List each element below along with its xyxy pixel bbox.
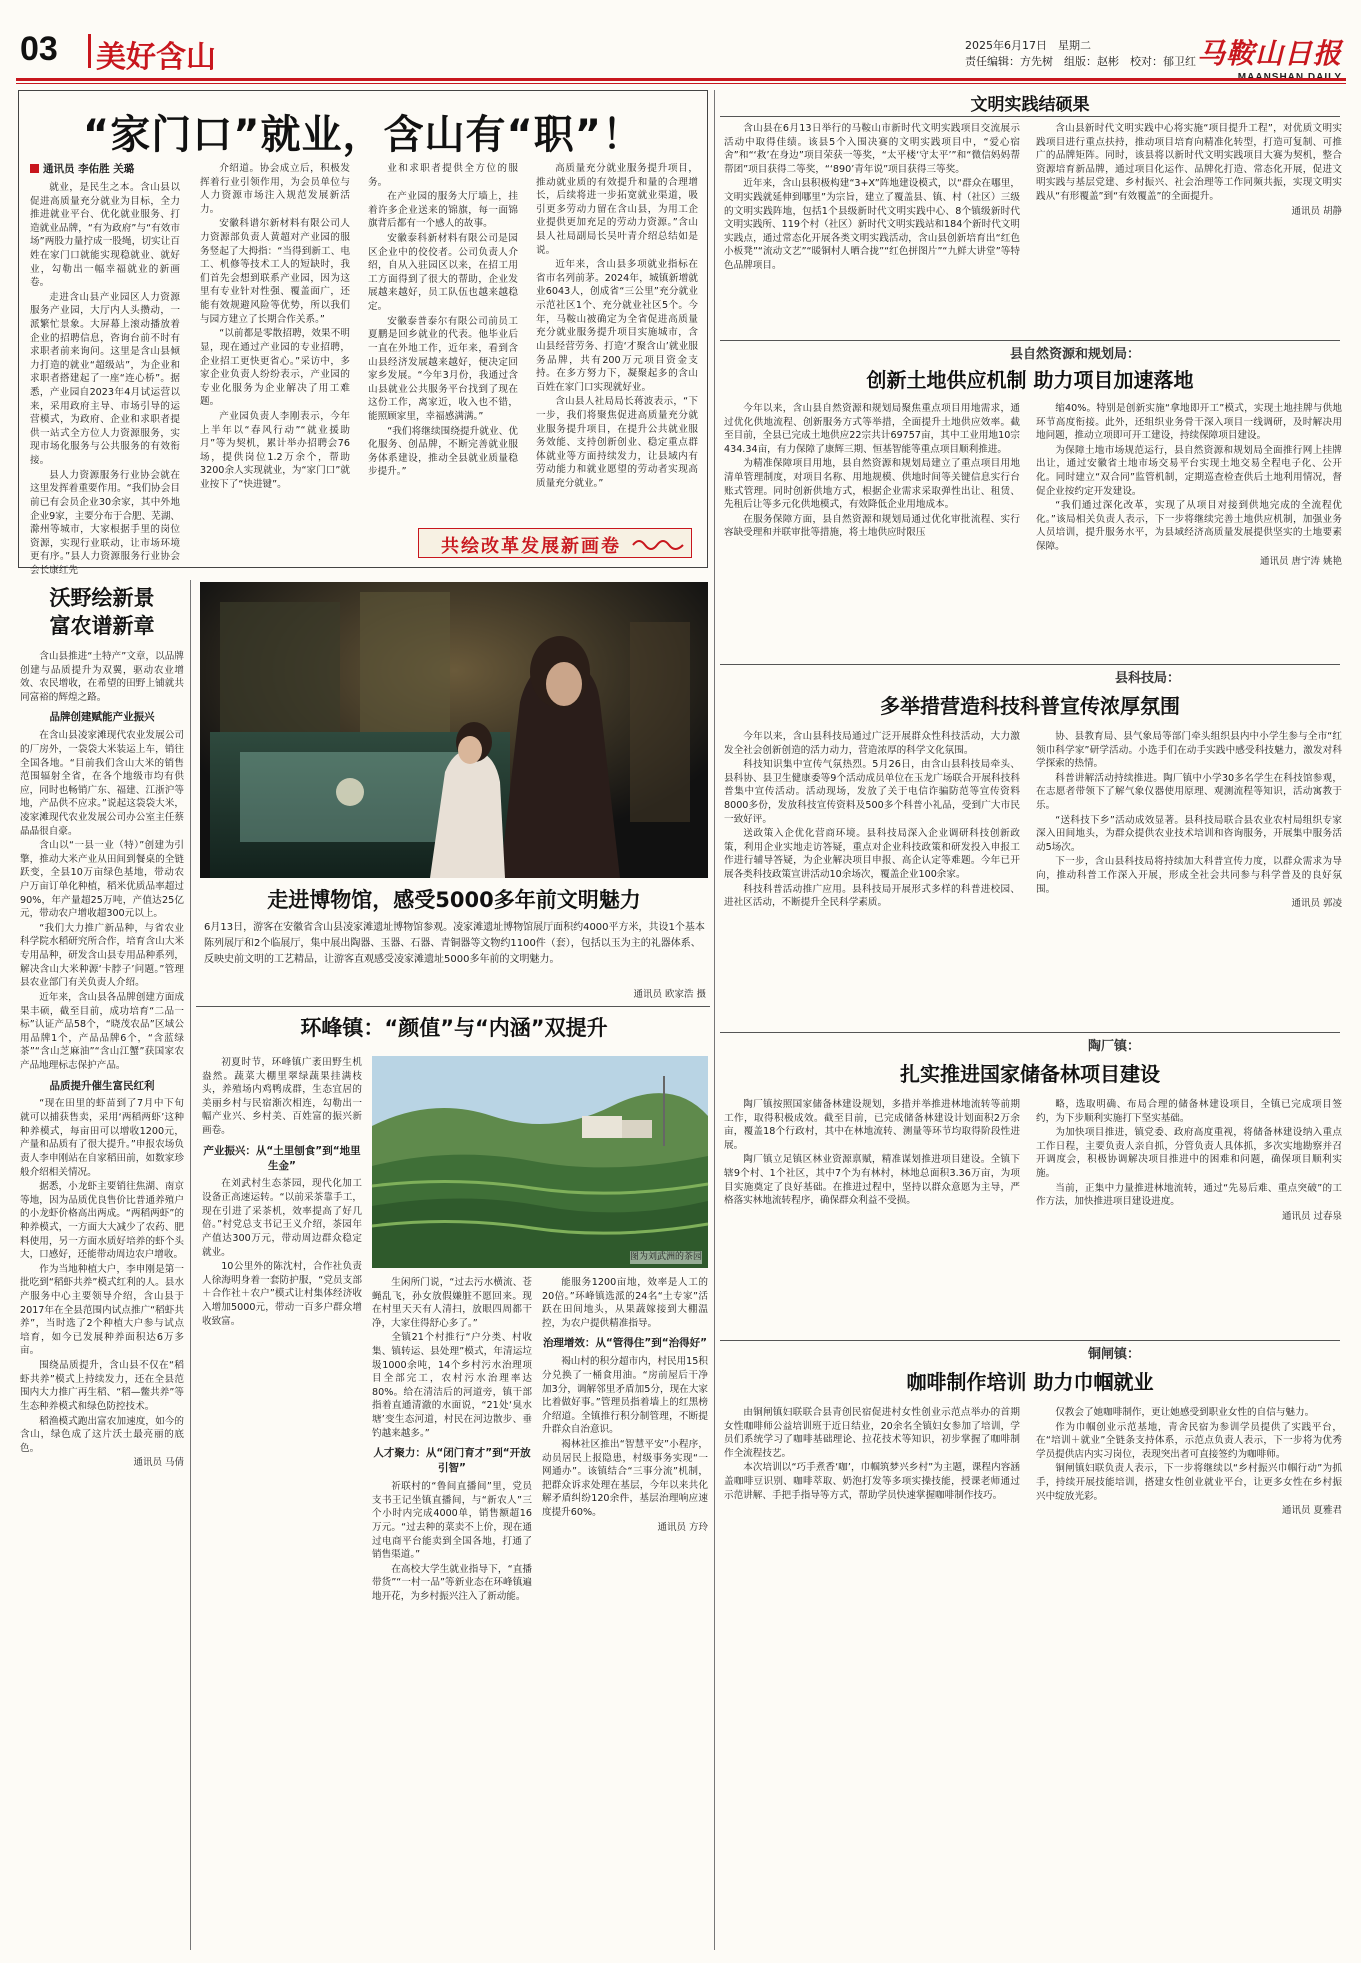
paragraph: 稻渔模式跑出富农加速度，如今的含山，绿色成了这片沃土最亮丽的底色。: [20, 1415, 184, 1454]
credit: 通讯员 马倩: [133, 1457, 184, 1469]
forest-col-2: [1036, 1098, 1342, 1334]
paragraph: 由铜闸镇妇联联合县青创民宿促进村女性创业示范点举办的首期女性咖啡师公益培训班于近日结业，20余名全镇妇女参加了培训，学员们系统学习了咖啡基础理论、拉花技术等知识，初步掌握了咖啡制作全流程技艺。: [724, 1407, 1020, 1459]
paragraph: 陶厂镇立足镇区林业资源禀赋，精准谋划推进项目建设。全镇下辖9个村、1个社区，其中7个为有林村，林地总面积3.36万亩，为项目实施奠定了良好基础。在推进过程中，坚持以群众意愿为主导，严格落实林地流转程序，确保群众利益不受损。: [724, 1154, 1020, 1207]
huanfeng-col-1: [202, 1056, 362, 1946]
paragraph: 初夏时节，环峰镇广袤田野生机盎然。蔬菜大棚里翠绿蔬果挂满枝头，养殖场内鸡鸭成群，生态宜居的美丽乡村与民宿渐次相连，勾勒出一幅产业兴、乡村美、百姓富的振兴新画卷。: [202, 1057, 362, 1137]
sci-headline: 多举措营造科技科普宣传浓厚氛围: [880, 694, 1180, 718]
wuye-headline-line1: 沃野绘新景: [49, 586, 155, 610]
paragraph: 生闲所门说，“过去污水横流、苍蝇乱飞，孙女放假嫌脏不愿回来。现在村里天天有人清扫，放眼四周都干净，大家住得舒心多了。”: [372, 1277, 532, 1329]
lead-byline: [30, 162, 180, 177]
divider: [196, 1006, 710, 1007]
paragraph: 科技知识集中宣传气氛热烈。5月26日，由含山县科技局牵头、县科协、县卫生健康委等9个活动成员单位在玉龙广场联合开展科技科普集中宣传活动。活动现场，发放了关于电信诈骗防范等宣传资料8000多份，发放科技宣传资料及500多个科普小礼品，受到广大市民一致好评。: [724, 759, 1020, 825]
lead-col-1: [30, 162, 181, 576]
subheading: 品牌创建赋能产业振兴: [49, 711, 155, 724]
paragraph: 为精准保障项目用地，县自然资源和规划局建立了重点项目用地清单管理制度，对项目名称、用地规模、供地时间等关键信息实行台账式管理。同时创新供地方式，根据企业需求采取弹性出让、租赁、先租后让等多元化供地模式，有效降低企业用地成本。: [724, 458, 1020, 511]
page-number: 03: [20, 30, 58, 68]
tea-photo-caption: 图为刘武洲的茶园: [629, 1252, 702, 1263]
paragraph: 今年以来，含山县科技局通过广泛开展群众性科技活动，大力激发全社会创新创造的活力动力，营造浓厚的科学文化氛围。: [724, 731, 1020, 756]
section-divider: [88, 34, 91, 68]
newspaper-logo: [1197, 32, 1342, 83]
wuye-headline-line2: 富农谱新章: [49, 614, 155, 638]
paragraph: 10公里外的陈沈村，合作社负责人徐海明身着一套防护服，“党员支部＋合作社＋农户”模式让村集体经济收入增加5000元，带动一百多户群众增收致富。: [202, 1261, 362, 1327]
land-headline: 创新土地供应机制 助力项目加速落地: [866, 368, 1194, 392]
reform-banner: [418, 528, 692, 558]
credit: 通讯员 胡静: [1291, 205, 1342, 217]
civil-col-2: [1036, 122, 1342, 332]
paragraph: 介绍道。协会成立后，积极发挥着行业引领作用，为会员单位与人力资源市场注入规范发展新活力。: [200, 163, 350, 215]
paragraph: 在服务保障方面，县自然资源和规划局通过优化审批流程、实行容缺受理和并联审批等措施，将土地供应时限压: [724, 513, 1020, 539]
wuye-body: [20, 650, 184, 1945]
byline-marker-icon: [30, 164, 39, 173]
paragraph: 褐山村的积分超市内，村民用15积分兑换了一桶食用油。“房前屋后干净加3分，调解邻里矛盾加5分，现在大家比着做好事。”管理员指着墙上的红黑榜介绍道。全镇推行积分制管理，不断提升群众自治意识。: [542, 1356, 708, 1436]
paragraph: 仅教会了她咖啡制作，更让她感受到职业女性的自信与魅力。: [1055, 1407, 1315, 1418]
paragraph: 在含山县凌家滩现代农业发展公司的厂房外，一袋袋大米装运上车，销往全国各地。“目前我们含山大米的销售范围辐射全省，在各个地级市均有供应，同时也畅销广东、福建、江浙沪等地，产品供不应求。”说起这袋袋大米，凌家滩现代农业发展公司办公室主任蔡晶晶很自豪。: [20, 730, 184, 837]
divider: [720, 664, 1340, 665]
column-divider: [714, 90, 715, 1950]
forest-col-1: [724, 1098, 1020, 1334]
wave-ornament-icon: [633, 535, 683, 551]
paragraph: 陶厂镇按照国家储备林建设规划，多措并举推进林地流转等前期工作，取得积极成效。截至目前，已完成储备林建设计划面积2万余亩，覆盖18个行政村，其中在林地流转、测量等环节均取得阶段性进展。: [724, 1099, 1020, 1151]
paragraph: 产业园负责人李刚表示，今年上半年以“春风行动”“就业援助月”等为契机，累计举办招聘会76场，提供岗位1.2万余个，帮助3200余人实现就业，为“家门口”就业按下了“快进键”。: [200, 410, 350, 491]
forest-kicker: 陶厂镇：: [1087, 1039, 1140, 1054]
logo-chinese: 马鞍山日报: [1196, 37, 1342, 70]
sci-col-2: [1036, 730, 1342, 1026]
paragraph: 本次培训以“巧手煮香‘咖’，巾帼筑梦兴乡村”为主题，课程内容涵盖咖啡豆识别、咖啡萃取、奶泡打发等多项实操技能，授课老师通过示范讲解、手把手指导等方式，帮助学员快速掌握咖啡制作技巧。: [724, 1462, 1020, 1501]
paragraph: 含山县推进“土特产”文章，以品牌创建与品质提升为双翼，驱动农业增效、农民增收，在希望的田野上铺就共同富裕的辉煌之路。: [20, 651, 184, 703]
coffee-col-1: [724, 1406, 1020, 1946]
lead-col-3: [368, 162, 518, 522]
paragraph: 近年来，含山县积极构建“3+X”阵地建设模式，以“群众在哪里，文明实践就延伸到哪里”为宗旨，建立了覆盖县、镇、村（社区）三级的文明实践阵地，包括1个县级新时代文明实践中心、8个镇级新时代文明实践所、119个村（社区）新时代文明实践站和184个新时代文明实践点，通过常态化开展各类文明实践活动，含山县创新培育出“红色小板凳”“流动文艺”“暖铜村人晒合拢”“红色拼图片”“九鲜大讲堂”等特色品牌项目。: [724, 178, 1020, 272]
divider: [720, 340, 1340, 341]
subheading: 人才聚力：从“闭门育才”到“开放引智”: [373, 1447, 531, 1475]
column-divider: [190, 580, 191, 1950]
paragraph: 含山县人社局局长蒋波表示，“下一步，我们将聚焦促进高质量充分就业服务提升项目，在提升公共就业服务效能、支持创新创业、稳定重点群体就业等方面持续发力，让县域内有劳动能力和就业愿望的劳动者实现高质量充分就业。”: [536, 396, 698, 490]
paragraph: 就业，是民生之本。含山县以促进高质量充分就业为目标，全力推进就业平台、优化就业服务、打造就业品牌，“有为政府”与“有效市场”两股力量拧成一股绳，切实让百姓在家门口就能实现稳就业、就好业，勾勒出一幅幸福就业的新画卷。: [30, 181, 180, 289]
tea-garden-image: [372, 1056, 708, 1268]
section-title: 美好含山: [96, 40, 216, 75]
museum-photo: [200, 582, 708, 878]
paragraph: 近年来，含山县多项就业指标在省市名列前茅。2024年，城镇新增就业6043人，创成省“三公里”充分就业示范社区1个、充分就业社区5个。今年，马鞍山被确定为全省促进高质量充分就业服务提升项目实施城市，含山县经营劳务、打造‘才聚含山’就业服务品牌，共有200万元项目资金支持。在多方努力下，凝聚起多的含山百姓在家门口实现就好业。: [536, 259, 698, 393]
coffee-col-2: [1036, 1406, 1342, 1946]
paragraph: 协、县教育局、县气象局等部门牵头组织县内中小学生参与全市“红领巾科学家”研学活动。小选手们在动手实践中感受科技魅力，激发对科学探索的热情。: [1036, 731, 1342, 770]
banner-text: 共绘改革发展新画卷: [441, 536, 621, 557]
credit: 通讯员 郭凌: [1291, 898, 1342, 910]
paragraph: 据悉，小龙虾主要销往焦湖、南京等地，因为品质优良售价比普通养殖户的小龙虾价格高出两成。“两稻两虾”的种养模式，一方面大大减少了农药、肥料使用，另一方面水质好培养的虾个头大，口感好，还能带动周边农户增收。: [20, 1181, 184, 1261]
credit: 通讯员 方玲: [657, 1521, 708, 1533]
paragraph: “我们将继续围绕提升就业、优化服务、创品牌，不断完善就业服务体系建设，推动全县就业质量稳步提升。”: [368, 425, 518, 478]
paragraph: 当前，正集中力量推进林地流转，通过“先易后难、重点突破”的工作方法，加快推进项目建设进度。: [1036, 1182, 1342, 1208]
huanfeng-col-2: [372, 1276, 532, 1946]
paragraph: 略，选取明确、布局合理的储备林建设项目，全镇已完成项目签约，为下步顺利实施打下坚实基础。: [1036, 1099, 1342, 1124]
coffee-kicker: 铜闸镇：: [1087, 1347, 1140, 1362]
paragraph: “送科技下乡”活动成效显著。县科技局联合县农业农村局组织专家深入田间地头，为群众提供农业技术培训和咨询服务，开展集中服务活动5场次。: [1036, 814, 1342, 853]
paragraph: 今年以来，含山县自然资源和规划局聚焦重点项目用地需求，通过优化供地流程、创新服务方式等举措，全面提升土地供应效率。截至目前，全县已完成土地供应22宗共计69757亩，其中工业用地10宗434.34亩，有力保障了康辉三期、恒基智能等重点项目顺利推进。: [724, 403, 1020, 455]
paragraph: 安徽科谱尔新材料有限公司人力资源部负责人黄超对产业园的服务竖起了大拇指：“当得到新工、电工、机修等技术工人的短缺时，我们首先会想到联系产业园，因为这里有专业针对性强、覆盖面广，还能有效规避风险等优势，所以我们与园方建立了长期合作关系。”: [200, 218, 350, 325]
paragraph: 含山以“一县一业（特）”创建为引擎，推动大米产业从田间到餐桌的全链跃变，全县10万亩绿色基地，带动农户万亩订单化种植，稻米优质品率超过90%，年产量超25万吨，产值达25亿元，带动农户增收超300元以上。: [20, 840, 184, 920]
subheading: 品质提升催生富民红利: [49, 1079, 155, 1092]
paragraph: 能服务1200亩地，效率是人工的20倍。”环峰镇选派的24名“土专家”活跃在田间地头，从果蔬嫁接到大棚温控，为农户提供精准指导。: [542, 1277, 708, 1329]
paragraph: 作为当地种植大户，李申刚是第一批吃到“稻虾共养”模式红利的人。县水产服务中心主要领导介绍，含山县于2017年在全县范围内试点推广“稻虾共养”，当时选了2个种植大户参与试点培育，如今已发展种养面积达6万多亩。: [20, 1263, 184, 1357]
divider: [720, 116, 1340, 117]
paragraph: 在产业园的服务大厅墙上，挂着许多企业送来的锦旗，每一面锦旗背后都有一个感人的故事。: [368, 191, 518, 230]
editor-credits: 责任编辑：方先树 组版：赵彬 校对：郁卫红: [965, 55, 1196, 68]
paragraph: 高质量充分就业服务提升项目，推动就业质的有效提升和量的合理增长，后续将进一步拓宽就业渠道，吸引更多劳动力留在含山县，为用工企业提供更加充足的劳动力资源。”含山县人社局副局长吴叶青介绍总结如是说。: [536, 163, 698, 256]
museum-photo-image: [200, 582, 708, 878]
paragraph: 安徽泰普泰尔有限公司前员工夏鹏是回乡就业的代表。他毕业后一直在外地工作，近年来，看到含山县经济发展越来越好，便决定回家乡发展。“今年3月份，我通过含山县就业公共服务平台找到了现在这份工作，离家近，收入也不错，能照顾家里，幸福感满满。”: [368, 315, 518, 422]
masthead: [16, 10, 1346, 80]
paragraph: 为加快项目推进，镇党委、政府高度重视，将储备林建设纳入重点工作日程，主要负责人亲自抓，分管负责人具体抓，多次实地勘察并召开调度会，积极协调解决项目推进中的困难和问题，确保项目顺利实施。: [1036, 1127, 1342, 1180]
paragraph: 县人力资源服务行业协会就在这里发挥着重要作用。“我们协会目前已有会员企业30余家，其中外地企业9家，主要分布于合肥、芜湖、滁州等城市，大家根据手里的岗位资源，实现行业联动，让市场环境更有序。”县人力资源服务行业协会会长康红先: [30, 469, 181, 576]
credit: 通讯员 唐宁涛 姚艳: [1259, 555, 1342, 567]
museum-caption: 6月13日，游客在安徽省含山县凌家滩遗址博物馆参观。凌家滩遗址博物馆展厅面积约4000平方米，共设1个基本陈列展厅和2个临展厅，集中展出陶器、玉器、石器、青铜器等文物约1100件（套），包括以玉为主的礼器体系、反映史前文明的工艺精品，让游客直观感受凌家滩遗址5000多年前的文明魅力。: [204, 922, 705, 965]
paragraph: 为保障土地市场规范运行，县自然资源和规划局全面推行网上挂牌出让，通过安徽省土地市场交易平台实现土地交易全程电子化、公开化。同时建立“双合同”监管机制，定期巡查检查供后土地利用情况，督促企业按约定开发建设。: [1036, 444, 1342, 497]
paragraph: “我们通过深化改革，实现了从项目对接到供地完成的全流程优化。”该局相关负责人表示，下一步将继续完善土地供应机制，加强业务人员培训，提升服务水平，为县域经济高质量发展提供坚实的土地要素保障。: [1036, 500, 1342, 553]
museum-credit: 通讯员 欧家浩 摄: [633, 989, 706, 1000]
subheading: 产业振兴：从“土里刨食”到“地里生金”: [203, 1144, 361, 1172]
paragraph: “我们大力推广新品种，与省农业科学院水稻研究所合作，培育含山大米专用品种，研发含山县专用品种系列，解决含山大米种源‘卡脖子’问题。”管理县农业部门有关负责人介绍。: [20, 922, 184, 989]
paragraph: 走进含山县产业园区人力资源服务产业园，大厅内人头攒动，一派繁忙景象。大屏幕上滚动播放着企业的招聘信息，咨询台前不时有求职者前来询问。这里是含山县倾力打造的就业“超级站”，为企业和求职者搭建起了一座“连心桥”。据悉，产业园自2023年4月试运营以来，采用政府主导、市场引导的运营模式，为政府、企业和求职者提供一站式全方位人力资源服务，实现市场化服务与公共服务的有效衔接。: [30, 291, 180, 467]
credit: 通讯员 夏雅君: [1281, 1505, 1342, 1517]
lead-headline: “家门口”就业，含山有“职”！: [82, 112, 644, 158]
paragraph: 缩40%。特别是创新实施“拿地即开工”模式，实现土地挂牌与供地环节高度衔接。此外，还组织业务骨干深入项目一线调研，及时解决用地问题，推动立项即可开工建设，持续保障项目建设。: [1036, 403, 1342, 442]
paragraph: 下一步，含山县科技局将持续加大科普宣传力度，以群众需求为导向，推动科普工作深入开展，形成全社会共同参与科学普及的良好氛围。: [1036, 856, 1342, 895]
masthead-rule: [16, 78, 1346, 81]
paragraph: 作为巾帼创业示范基地，青舍民宿为参训学员提供了实践平台，在“培训＋就业”全链条支持体系，示范点负责人表示，下一步将为优秀学员提供店内实习岗位，表现突出者可直接签约为咖啡师。: [1036, 1421, 1342, 1460]
civil-col-1: [724, 122, 1020, 332]
divider: [720, 1032, 1340, 1033]
divider: [720, 1340, 1340, 1341]
land-col-2: [1036, 402, 1342, 658]
issue-info: [965, 38, 1196, 70]
paragraph: 含山县在6月13日举行的马鞍山市新时代文明实践项目交流展示活动中取得佳绩。该县5个入围决赛的文明实践项目中，“爱心宿舍”和“‘救’在身边”项目荣获一等奖，“太平楼‘守太平’”和“微信妈妈帮帮团”项目获得二等奖，“‘890’青年说”项目获得三等奖。: [724, 123, 1020, 175]
paragraph: 送政策入企优化营商环境。县科技局深入企业调研科技创新政策，利用企业实地走访答疑，重点对企业科技政策和研发投入申报工作进行辅导答疑，为企业解决项目申报、高企认定等难题。今年已开展各类科技政策宣讲活动10余场次，覆盖企业100余家。: [724, 828, 1020, 881]
issue-date: 2025年6月17日 星期二: [965, 39, 1091, 52]
paragraph: 在高校大学生就业指导下，“直播带货”“一村一品”等新业态在环峰镇遍地开花，为乡村振兴注入了新动能。: [372, 1563, 532, 1602]
civil-headline: 文明实践结硕果: [970, 95, 1090, 115]
credit: 通讯员 过春泉: [1281, 1210, 1342, 1222]
paragraph: “现在田里的虾苗到了7月中下旬就可以捕获售卖，采用‘两稻两虾’这种种养模式，每亩田可以增收1200元，产量和品质有了很大提升。”申报农场负责人李申刚站在自家稻田前，如数家珍般介绍相关情况。: [20, 1098, 184, 1178]
paragraph: 全镇21个村推行“户分类、村收集、镇转运、县处理”模式，年清运垃圾1000余吨，14个乡村污水治理项目全部完工，农村污水治理率达80%。给在清洁后的河道旁，镇干部指着直通清澈的水面说，“21处‘臭水塘’变生态河道，村民在河边散步、垂钓越来越多。”: [372, 1332, 532, 1439]
museum-headline: 走进博物馆，感受5000多年前文明魅力: [267, 888, 641, 912]
subheading: 治理增效：从“管得住”到“治得好”: [542, 1337, 708, 1350]
paragraph: 铜闸镇妇联负责人表示，下一步将继续以“乡村振兴巾帼行动”为抓手，持续开展技能培训，搭建女性创业就业平台，让更多女性在乡村振兴中绽放光彩。: [1036, 1463, 1342, 1502]
paragraph: 业和求职者提供全方位的服务。: [368, 163, 518, 188]
paragraph: 科技科普活动推广应用。县科技局开展形式多样的科普进校园、进社区活动，不断提升全民科学素质。: [724, 883, 1020, 909]
wuye-headline: [18, 584, 186, 640]
paragraph: 围绕品质提升，含山县不仅在“稻虾共养”模式上持续发力，还在全县范围内大力推广再生稻、“稻—鳖共养”等生态种养模式和绿色防控技术。: [20, 1360, 184, 1412]
paragraph: 含山县新时代文明实践中心将实施“项目提升工程”，对优质文明实践项目进行重点扶持，推动项目培育向精准化转型，打造可复制、可推广的品牌矩阵。同时，该县将以新时代文明实践项目大赛为契机，整合资源培育新品牌，通过项目化运作、品牌化打造、常态化开展，促进文明实践与基层党建、乡村振兴、社会治理等工作同频共振，实现文明实践从“有形覆盖”到“有效覆盖”的全面提升。: [1036, 123, 1342, 203]
lead-col-2: [200, 162, 350, 562]
forest-headline: 扎实推进国家储备林项目建设: [900, 1062, 1160, 1086]
sci-kicker: 县科技局：: [1114, 671, 1180, 686]
paragraph: 褐林社区推出“智慧平安”小程序，动员居民上报隐患，村级事务实现“一网通办”。该镇结合“三事分流”机制，把群众诉求处理在基层，今年以来共化解矛盾纠纷120余件，基层治理响应速度提升60%。: [542, 1439, 708, 1519]
lead-byline-text: 通讯员 李佑胜 关璐: [43, 163, 135, 175]
paragraph: 近年来，含山县各品牌创建方面成果丰硕，截至目前，成功培育“二品一标”认证产品58个，“晓茂农品”区域公用品牌1个，产品品牌6个，“含蓝绿茶”“含山芝麻油”“含山江蟹”获国家农产品地理标志保护产品。: [20, 991, 184, 1071]
masthead-rule-thin: [16, 83, 1346, 84]
coffee-headline: 咖啡制作培训 助力巾帼就业: [906, 1370, 1154, 1394]
paragraph: 安徽泰科新材料有限公司是园区企业中的佼佼者。公司负责人介绍，自从入驻园区以来，在招工用工方面得到了很大的帮助，企业发展越来越好，员工队伍也越来越稳定。: [368, 233, 518, 313]
paragraph: “以前都是零散招聘，效果不明显，现在通过产业园的专业招聘，企业招工更快更省心。”采访中，多家企业负责人纷纷表示，产业园的专业化服务为企业解决了用工难题。: [200, 328, 350, 408]
tea-garden-photo: [372, 1056, 708, 1268]
lead-col-4: [536, 162, 698, 522]
paragraph: 在刘武村生态茶园，现代化加工设备正高速运转。“以前采茶靠手工，现在引进了采茶机，效率提高了好几倍。”村党总支书记王义介绍，茶园年产值达300万元，带动周边群众稳定就业。: [202, 1178, 362, 1258]
land-col-1: [724, 402, 1020, 658]
sci-col-1: [724, 730, 1020, 1026]
paragraph: 科普讲解活动持续推进。陶厂镇中小学30多名学生在科技馆参观，在志愿者带领下了解气象仪器使用原理、观测流程等知识，活动寓教于乐。: [1036, 772, 1342, 812]
paragraph: 祈联村的“鲁间直播间”里，党员支书王记坐镇直播间，与“新农人”三个小时内完成4000单，销售额超16万元。“过去种的菜卖不上价，现在通过电商平台能卖到全国各地，打通了销售渠道。”: [372, 1481, 532, 1561]
huanfeng-headline: 环峰镇：“颜值”与“内涵”双提升: [300, 1016, 608, 1040]
huanfeng-col-3: [542, 1276, 708, 1946]
land-kicker: 县自然资源和规划局：: [1009, 347, 1140, 362]
